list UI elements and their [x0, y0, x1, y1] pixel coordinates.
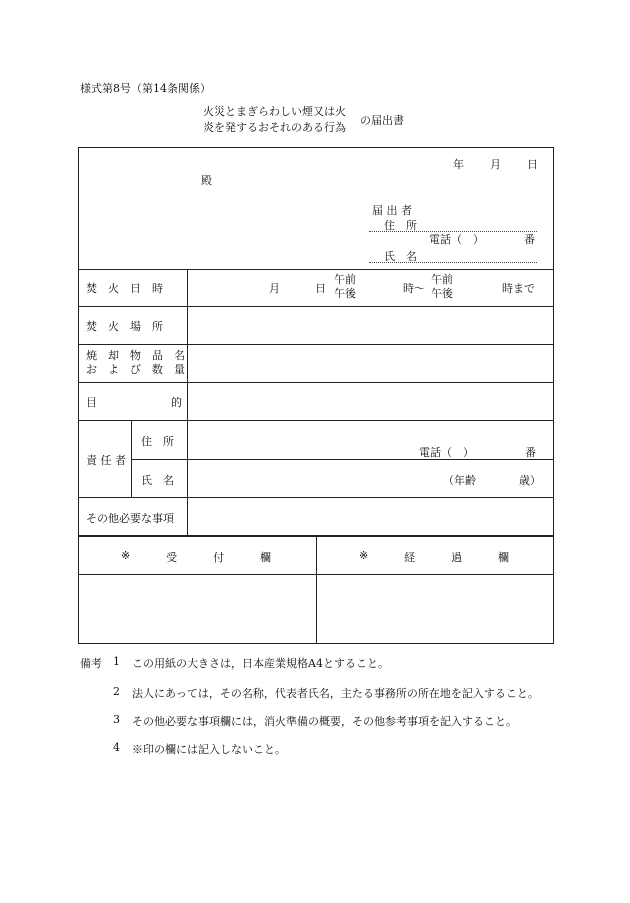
pm-label: 午後 [431, 287, 453, 300]
name-line [369, 262, 537, 263]
purpose-label-1: 目 [86, 396, 97, 409]
name-label: 氏 名 [384, 250, 417, 263]
date-day-label: 日 [527, 158, 538, 171]
note-text: この用紙の大きさは，日本産業規格A4とすること。 [132, 657, 389, 670]
age-label: （年齢 [443, 474, 476, 487]
ampm-until [431, 273, 453, 301]
divider [79, 420, 553, 421]
note-text: その他必要な事項欄には，消火準備の概要，その他参考事項を記入すること。 [132, 715, 517, 728]
reception-char: 受 [166, 551, 178, 564]
burn-items-line-1: 焼 却 物 品 名 [86, 349, 185, 362]
reception-mark: ※ [121, 549, 131, 562]
fire-place-label: 焚 火 場 所 [86, 320, 163, 333]
note-text: 法人にあっては，その名称，代表者氏名，主たる事務所の所在地を記入すること。 [132, 687, 539, 700]
fire-day: 日 [315, 282, 326, 295]
am-label: 午前 [431, 273, 453, 286]
reception-header [121, 549, 271, 565]
divider [131, 420, 132, 497]
form-table [78, 147, 554, 644]
purpose-label-2: 的 [171, 396, 182, 409]
fire-month: 月 [269, 282, 280, 295]
age-suffix: 歳） [519, 474, 541, 487]
address-label: 住 所 [384, 219, 417, 232]
pm-label: 午後 [334, 287, 356, 300]
am-label: 午前 [334, 273, 356, 286]
date-year-label: 年 [453, 158, 464, 171]
resp-address-label: 住 所 [141, 435, 174, 448]
progress-char: 経 [404, 551, 416, 564]
divider [131, 459, 553, 460]
resp-name-label: 氏 名 [141, 474, 174, 487]
title-line-2: 炎を発するおそれのある行為 [203, 121, 346, 134]
other-field[interactable] [191, 501, 549, 531]
note-num: 3 [113, 713, 120, 726]
notes-heading: 備考 [80, 657, 102, 670]
responsible-label: 責 任 者 [86, 454, 126, 467]
phone-label: 電話（ ） [429, 233, 484, 246]
burn-items-label [86, 349, 185, 377]
progress-header [359, 549, 509, 565]
note-num: 1 [113, 655, 120, 668]
note-num: 2 [113, 685, 120, 698]
progress-char: 欄 [497, 551, 509, 564]
addressee-suffix: 殿 [201, 174, 212, 187]
phone-suffix: 番 [524, 233, 535, 246]
purpose-field[interactable] [191, 386, 549, 416]
date-month-label: 月 [490, 158, 501, 171]
divider [316, 535, 317, 643]
ampm-from [334, 273, 356, 301]
form-title [203, 104, 346, 136]
divider [79, 269, 553, 270]
form-id: 様式第8号（第14条関係） [80, 82, 211, 95]
fire-place-field[interactable] [191, 310, 549, 340]
form-title-suffix: の届出書 [360, 114, 404, 127]
hour-from: 時～ [403, 282, 425, 295]
reception-char: 付 [213, 551, 225, 564]
progress-char: 過 [451, 551, 463, 564]
progress-mark: ※ [359, 549, 369, 562]
divider [79, 306, 553, 307]
note-text: ※印の欄には記入しないこと。 [132, 743, 286, 756]
title-line-1: 火災とまぎらわしい煙又は火 [203, 105, 346, 118]
divider [79, 497, 553, 498]
reception-char: 欄 [259, 551, 271, 564]
other-label: その他必要な事項 [86, 512, 174, 525]
burn-items-field[interactable] [191, 348, 549, 378]
divider [79, 382, 553, 383]
note-num: 4 [113, 741, 120, 754]
burn-items-line-2: お よ び 数 量 [86, 363, 185, 376]
resp-phone-label: 電話（ ） [419, 446, 474, 459]
divider [79, 344, 553, 345]
notifier-label: 届 出 者 [372, 204, 412, 217]
resp-phone-suffix: 番 [525, 446, 536, 459]
hour-until: 時まで [502, 282, 535, 295]
divider [187, 269, 188, 535]
fire-datetime-label: 焚 火 日 時 [86, 282, 163, 295]
